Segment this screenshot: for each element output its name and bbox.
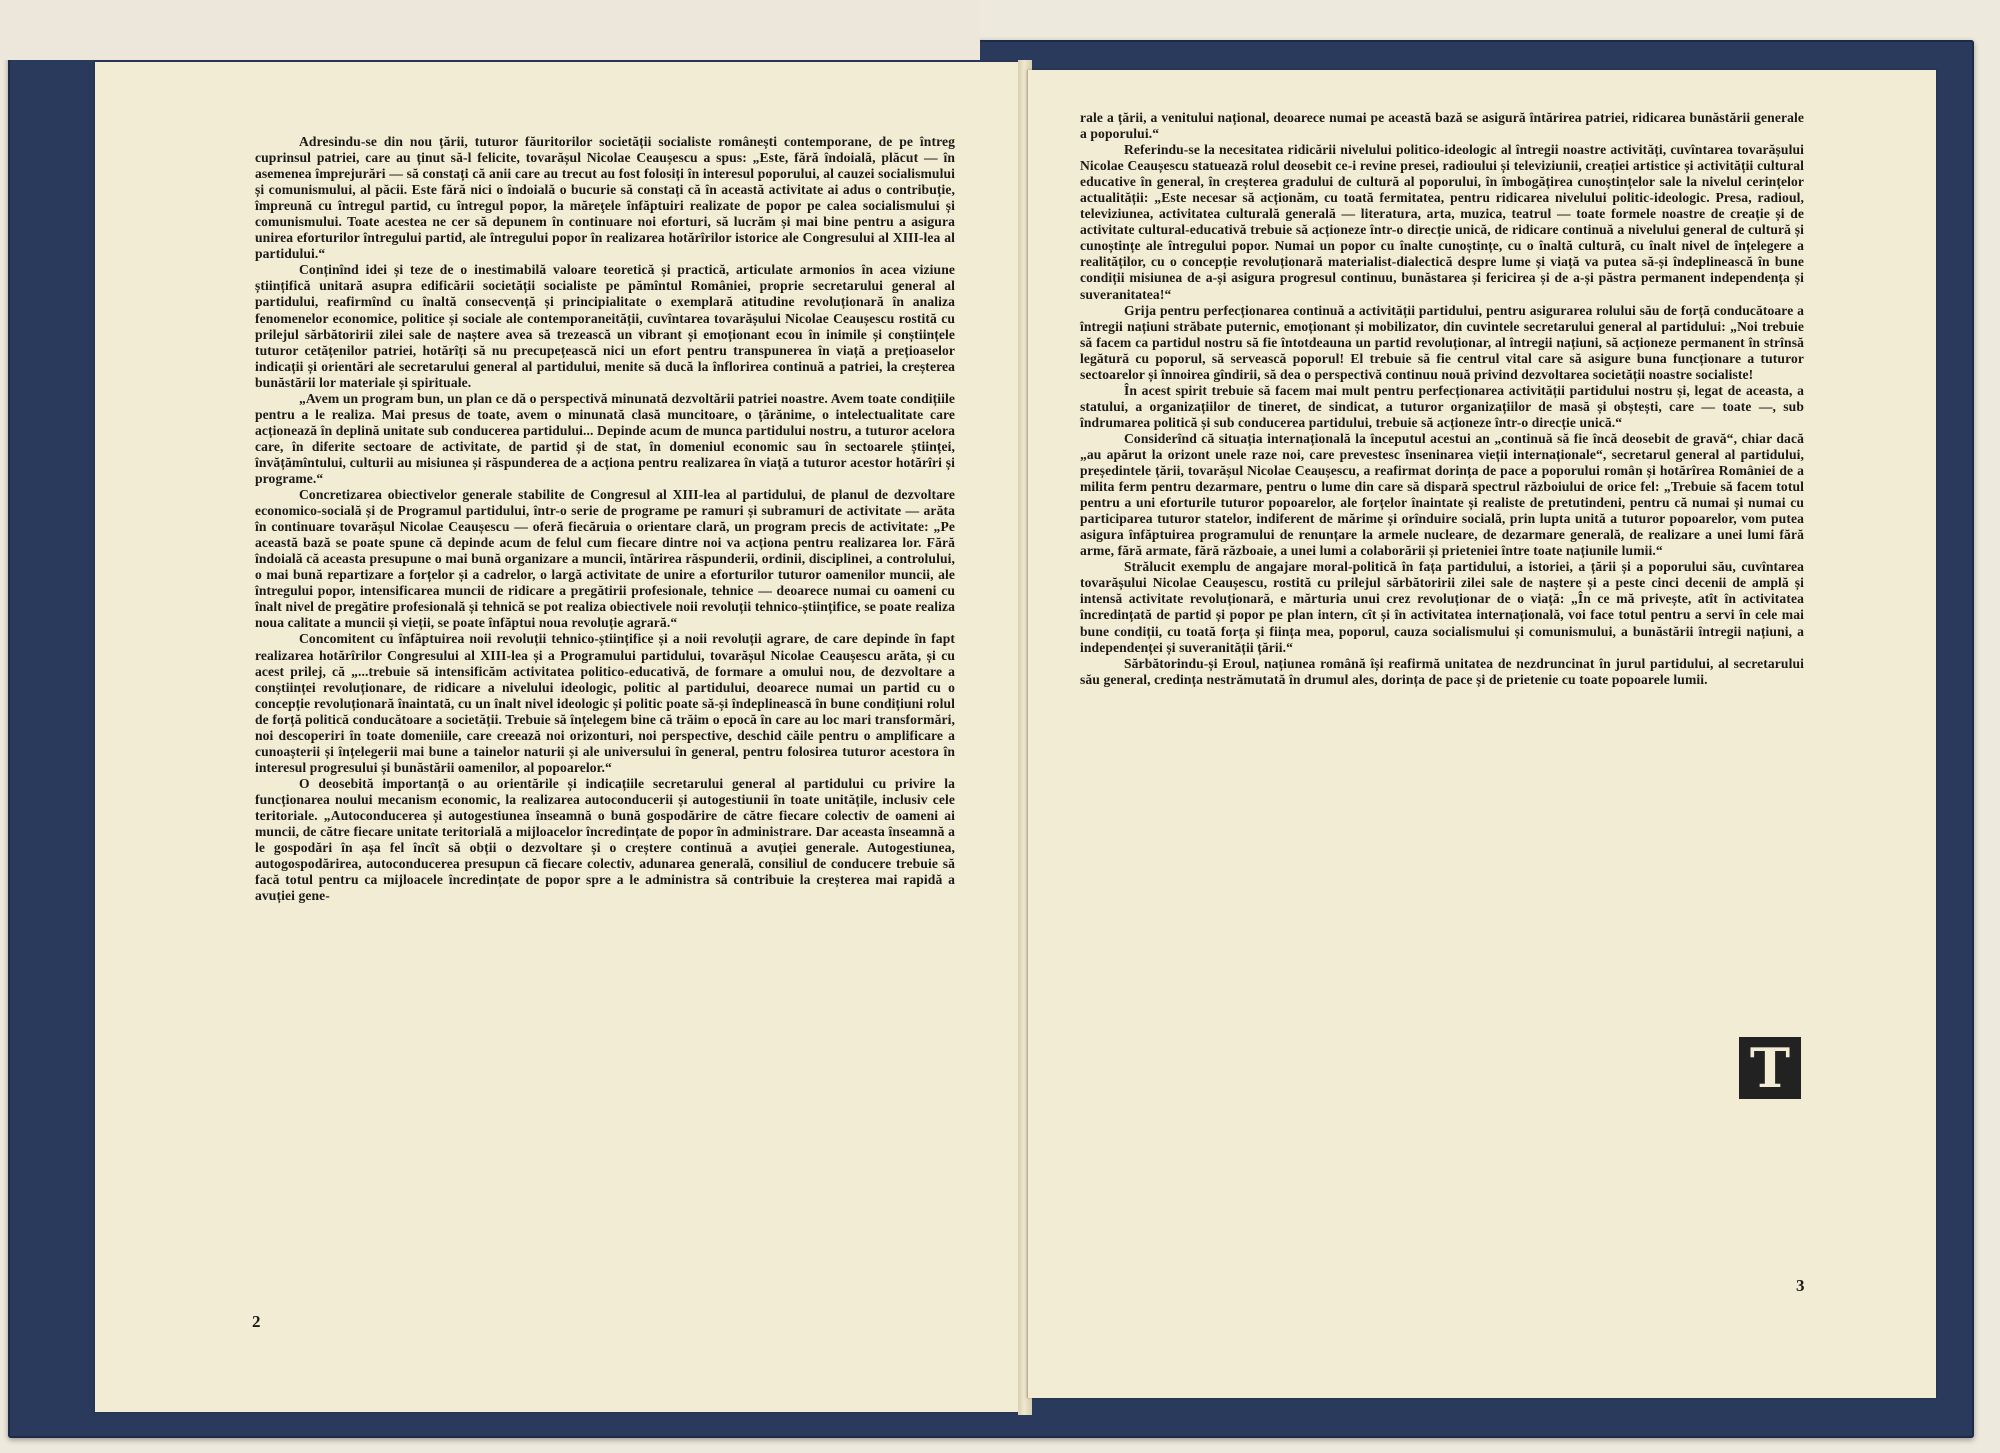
paragraph: Conținînd idei și teze de o inestimabilă valoare teoretică și practică, articulate armonios în acea viziune științifică unitară asupra edificării societății socialiste pe pămîntul României, proprie secretarului general al partidului, reafirmînd cu înaltă consecvență și principialitate o exemplară atitudine revoluționară în analiza fenomenelor economice, politice și sociale ale contemporaneității, cuvîntarea tovarășului Nicolae Ceaușescu rostită cu prilejul sărbătoririi zilei sale de naștere avea să trezească un vibrant și emoționant ecou în inimile și conștiințele tuturor cetățenilor patriei, hotărîți să nu precupețească nici un efort pentru transpunerea în viață a prețioaselor indicații și orientări ale secretarului general al partidului, menite să ducă la înflorirea continuă a patriei, la creșterea bunăstării lor materiale și spirituale. (255, 262, 955, 390)
paragraph: Referindu-se la necesitatea ridicării nivelului politico-ideologic al întregii noastre activități, cuvîntarea tovarășului Nicolae Ceaușescu statuează rolul deosebit ce-i revine presei, radioului și televiziunii, creației artistice și activității cultural educative în general, în creșterea gradului de cultură al poporului, în îmbogățirea cunoștințelor sale la nivelul cerințelor actualității: „Este necesar să acționăm, cu toată fermitatea, pentru ridicarea nivelului politic-ideologic. Presa, radioul, televiziunea, activitatea culturală generală — literatura, arta, muzica, teatrul — toate formele noastre de creație și de activitate cultural-educativă trebuie să acționeze într-o direcție unică, de ridicare continuă a nivelului general de cultură și cunoștințe ale întregului popor. Numai un popor cu înalte cunoștințe, cu o înaltă cultură, cu înalt nivel de înțelegere a realităților, cu o concepție revoluționară materialist-dialectică despre lume și viață va putea să-și îndeplinească în bune condiții misiunea de a-și asigura progresul continuu, bunăstarea și fericirea și de a-și păstra permanent independența și suveranitatea!“ (1080, 142, 1804, 302)
paragraph: Concretizarea obiectivelor generale stabilite de Congresul al XIII-lea al partidului, de planul de dezvoltare economico-socială și de Programul partidului, într-o serie de programe pe ramuri și subramuri de activitate — arăta în continuare tovarășul Nicolae Ceaușescu — oferă fiecăruia o orientare clară, un program precis de activitate: „Pe această bază se poate spune că depinde acum de felul cum fiecare dintre noi va acționa pentru realizarea lor. Fără îndoială că aceasta presupune o mai bună organizare a muncii, întărirea răspunderii, ordinii, disciplinei, a controlului, o mai bună repartizare a forțelor și a cadrelor, o largă activitate de unire a eforturilor tuturor oamenilor muncii, ale întregului popor, intensificarea muncii de ridicare a pregătirii profesionale, tehnice — deoarece numai cu oameni cu înalt nivel de pregătire profesională și tehnică se pot realiza obiectivele noii revoluții tehnico-științifice, se poate realiza noua calitate a muncii și vieții, se poate înfăptui noua revoluție agrară.“ (255, 487, 955, 631)
page-number: 3 (1796, 1276, 1805, 1295)
paragraph: rale a țării, a venitului național, deoarece numai pe această bază se asigură întărirea patriei, ridicarea bunăstării generale a poporului.“ (1080, 110, 1804, 142)
right-page-text (1080, 110, 1804, 688)
paragraph: „Avem un program bun, un plan ce dă o perspectivă minunată dezvoltării patriei noastre. Avem toate condițiile pentru a le realiza. Mai presus de toate, avem o minunată clasă muncitoare, o țărănime, o intelectualitate care acționează în deplină unitate sub conducerea partidului... Depinde acum de munca partidului nostru, a tuturor acelora care, în diferite sectoare de activitate, de partid și de stat, în domeniul economic sau în sectoarele științei, învățămîntului, culturii au misiunea și răspunderea de a acționa pentru realizarea în viață a tuturor acestor hotărîri și programe.“ (255, 390, 955, 486)
paragraph: Grija pentru perfecționarea continuă a activității partidului, pentru asigurarea rolului său de forță conducătoare a întregii națiuni străbate puternic, emoționant și mobilizator, din cuvintele secretarului general al partidului: „Noi trebuie să facem ca partidul nostru să fie întotdeauna un partid revoluționar, al întregii națiuni, să acționeze permanent în strînsă legătură cu poporul, să servească poporul! El trebuie să fie centrul vital care să asigure buna funcționare a tuturor sectoarelor și înnoirea gîndirii, să dea o perspectivă continuu nouă privind dezvoltarea societății noastre socialiste! (1080, 302, 1804, 382)
publisher-logo-icon: T (1739, 1037, 1801, 1099)
paragraph: Adresindu-se din nou țării, tuturor făuritorilor societății socialiste românești contemporane, de pe întreg cuprinsul patriei, care au ținut să-l felicite, tovarășul Nicolae Ceaușescu a spus: „Este, fără îndoială, plăcut — în asemenea împrejurări — să constați că anii care au trecut au fost folosiți în interesul poporului, al cauzei socialismului și comunismului, al păcii. Este fără nici o îndoială o bucurie să constați că în această activitate ai adus o contribuție, împreună cu întregul partid, cu întregul popor, la măreţele înfăptuiri realizate de popor pe calea socialismului și comunismului. Toate acestea ne cer să depunem în continuare noi eforturi, să lucrăm și mai bine pentru a asigura unirea eforturilor întregului partid, ale întregului popor în realizarea hotărîrilor istorice ale Congresului al XIII-lea al partidului.“ (255, 134, 955, 262)
paragraph: Concomitent cu înfăptuirea noii revoluții tehnico-științifice și a noii revoluții agrare, de care depinde în fapt realizarea hotărîrilor Congresului al XIII-lea și a Programului partidului, tovarășul Nicolae Ceaușescu arăta, și cu acest prilej, că „...trebuie să intensificăm activitatea politico-educativă, de formare a omului nou, de dezvoltare a conștiinței revoluționare, de ridicare a nivelului ideologic, politic al partidului, deoarece numai un partid cu o concepție revoluționară înaintată, cu un înalt nivel ideologic și politic poate să-și îndeplinească în bune condițiuni rolul de forță politică conducătoare a societății. Trebuie să înțelegem bine că trăim o epocă în care au loc mari transformări, noi descoperiri în toate domeniile, care creează noi orizonturi, noi perspective, deschid căile pentru o amplificare a cunoașterii și înțelegerii mai bune a tainelor naturii și ale universului în general, pentru folosirea tuturor acestora în interesul progresului și bunăstării oamenilor, al popoarelor.“ (255, 631, 955, 775)
left-page-text (255, 134, 955, 904)
background-surface (0, 0, 980, 60)
right-page (1027, 70, 1936, 1398)
paragraph: Considerînd că situația internațională la începutul acestui an „continuă să fie încă deosebit de gravă“, chiar dacă „au apărut la orizont unele raze noi, care prevestesc înseninarea vieții internaționale“, secretarul general al partidului, președintele țării, tovarășul Nicolae Ceaușescu, a reafirmat dorința de pace a poporului român și hotărîrea României de a milita ferm pentru dezarmare, pentru o lume din care să dispară spectrul războiului de orice fel: „Trebuie să facem totul pentru a uni eforturile tuturor popoarelor, ale forțelor înaintate și realiste de pretutindeni, pentru că numai și numai cu participarea tuturor statelor, indiferent de mărime și orînduire socială, prin lupta unită a tuturor popoarelor, vom putea asigura înfăptuirea programului de renunțare la armele nucleare, de dezarmare generală, de realizare a unei lumi fără arme, fără armate, fără războaie, a unei lumi a colaborării și prieteniei între toate națiunile lumii.“ (1080, 430, 1804, 559)
paragraph: Sărbătorindu-și Eroul, națiunea română își reafirmă unitatea de nezdruncinat în jurul partidului, al secretarului său general, credința nestrămutată în drumul ales, dorința de pace și de prietenie cu toate popoarele lumii. (1080, 655, 1804, 687)
left-page (95, 62, 1024, 1412)
paragraph: În acest spirit trebuie să facem mai mult pentru perfecționarea activității partidului nostru și, legat de aceasta, a statului, a organizațiilor de tineret, de sindicat, a tuturor organizațiilor de masă și obștești, care — toate —, sub îndrumarea politică și sub conducerea partidului, trebuie să acționeze într-o direcție unică.“ (1080, 382, 1804, 430)
paragraph: O deosebită importanță o au orientările și indicațiile secretarului general al partidului cu privire la funcționarea noului mecanism economic, la realizarea autoconducerii și autogestiunii în toate unitățile, inclusiv cele teritoriale. „Autoconducerea și autogestiunea înseamnă o bună gospodărire de către fiecare colectiv de oameni ai muncii, de către fiecare unitate teritorială a mijloacelor încredințate de popor în administrare. Dar aceasta înseamnă a le gospodări în așa fel încît să obții o dezvoltare și o creștere continuă a avuției generale. Autogestiunea, autogospodărirea, autoconducerea presupun că fiecare colectiv, adunarea generală, consiliul de conducere trebuie să facă totul pentru ca mijloacele încredințate de popor spre a le administra să contribuie la creșterea mai rapidă a avuției gene- (255, 775, 955, 904)
paragraph: Strălucit exemplu de angajare moral-politică în fața partidului, a istoriei, a țării și a poporului său, cuvîntarea tovarășului Nicolae Ceaușescu, rostită cu prilejul sărbătoririi zilei sale de naștere și a peste cinci decenii de amplă și intensă activitate revoluționară, e mărturia unui crez revoluționar de o viață: „În ce mă privește, atît în activitatea încredințată de partid și popor pe plan intern, cît și în activitatea internațională, voi face totul pentru a servi în cele mai bune condiții, cu toată forța și ființa mea, poporul, cauza socialismului și comunismului, a bunăstării întregii națiuni, a independenței și suveranității țării.“ (1080, 559, 1804, 655)
page-number: 2 (252, 1312, 261, 1331)
